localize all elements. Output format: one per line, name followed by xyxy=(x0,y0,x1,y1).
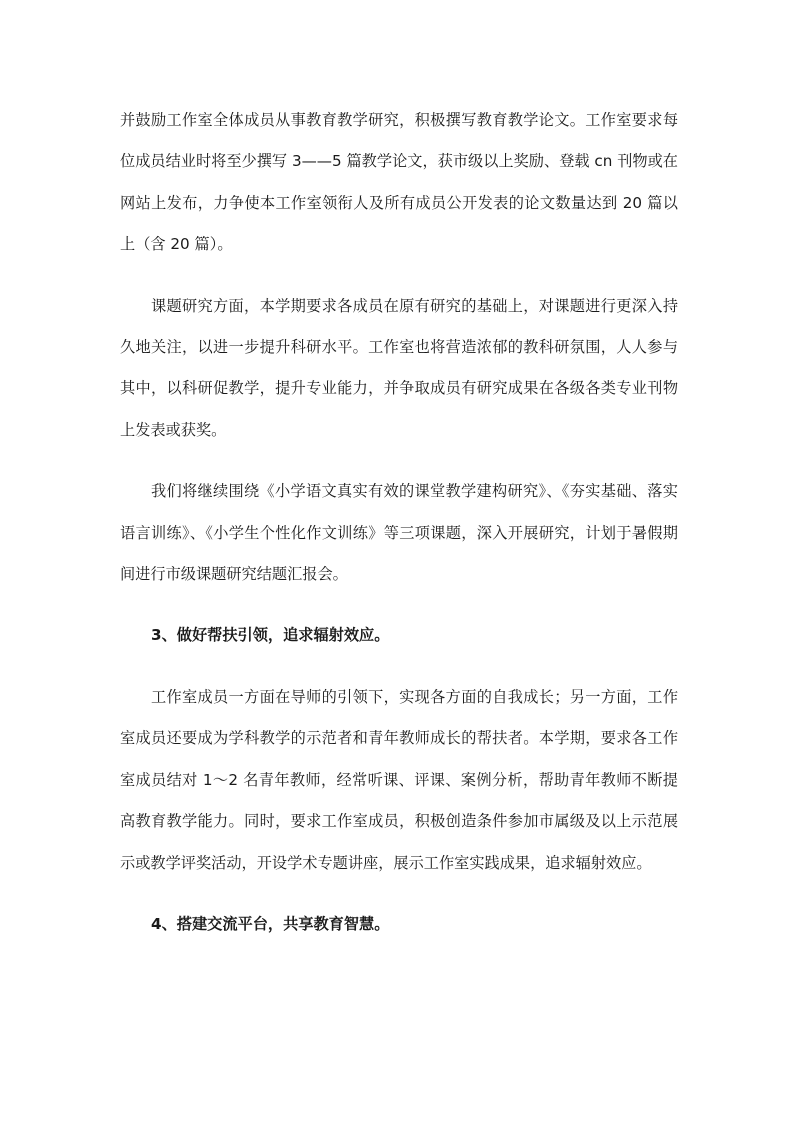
paragraph-research-projects: 我们将继续围绕《小学语文真实有效的课堂教学建构研究》、《夯实基础、落实语言训练》、《小学生个性化作文训练》等三项课题，深入开展研究，计划于暑假期间进行市级课题研究结题汇报会。 xyxy=(120,482,678,584)
paragraph-mentoring: 工作室成员一方面在导师的引领下，实现各方面的自我成长；另一方面，工作室成员还要成为学科教学的示范者和青年教师成长的帮扶者。本学期，要求各工作室成员结对 1～2 名青年教师，经常听课、评课、案例分析，帮助青年教师不断提高教育教学能力。同时，要求工作室成员，积极创造条件参加市属级及以上示范展示或教学评奖活动，开设学术专题讲座，展示工作室实践成果，追求辐射效应。 xyxy=(120,687,678,872)
paragraph-spacer xyxy=(120,266,678,286)
paragraph-paper-writing: 并鼓励工作室全体成员从事教育教学研究，积极撰写教育教学论文。工作室要求每位成员结业时将至少撰写 3——5 篇教学论文，获市级以上奖励、登载 cn 刊物或在网站上发布，力争使本工作室领衔人及所有成员公开发表的论文数量达到 20 篇以上（含 20 篇）。 xyxy=(120,111,678,254)
paragraph-spacer xyxy=(120,657,678,677)
paragraph-research-topics: 课题研究方面，本学期要求各成员在原有研究的基础上，对课题进行更深入持久地关注，以进一步提升科研水平。工作室也将营造浓郁的教科研氛围，人人参与其中，以科研促教学，提升专业能力，并争取成员有研究成果在各级各类专业刊物上发表或获奖。 xyxy=(120,296,678,439)
section-heading-3: 3、做好帮扶引领，追求辐射效应。 xyxy=(151,626,390,645)
paragraph-spacer xyxy=(120,595,678,615)
section-heading-4: 4、搭建交流平台，共享教育智慧。 xyxy=(151,914,390,933)
document-body xyxy=(120,100,678,945)
paragraph-spacer xyxy=(120,884,678,904)
paragraph-spacer xyxy=(120,451,678,471)
